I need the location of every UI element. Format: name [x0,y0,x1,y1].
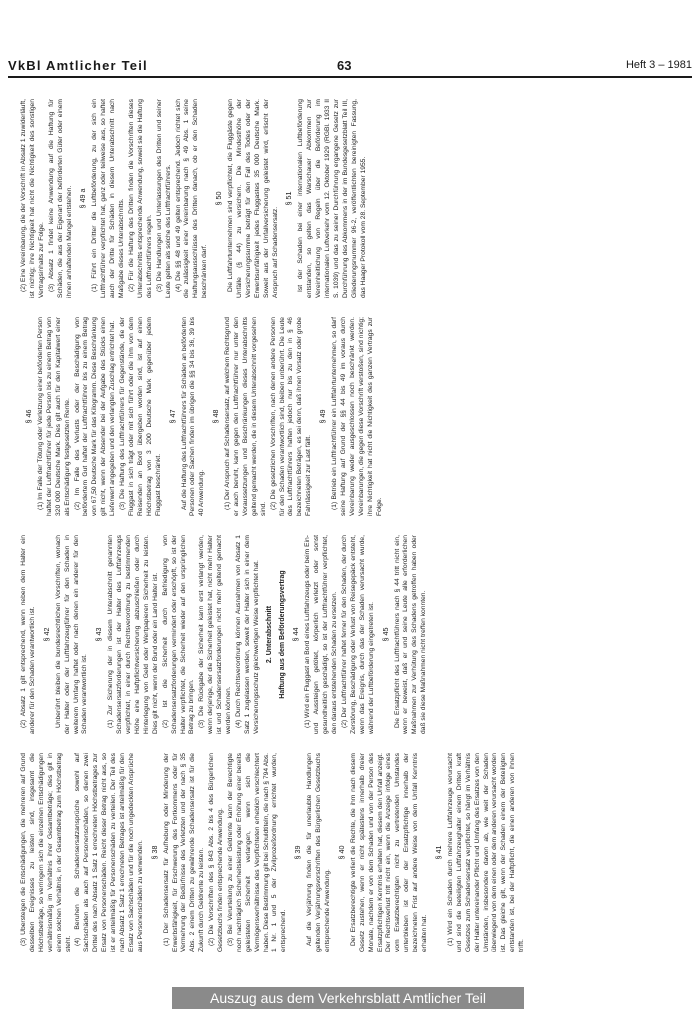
paragraph: (3) Die Haftung des Luftfrachtführers für Gegenstände, die der Fluggast in sich trägt oder mit sich führt oder die ihm von dem Reisenden an Bord übergeben worden sind, ist auf einen Höchstbetrag von 3 200 Deutsche Mark gegenüber jedem Fluggast beschränkt. [119,317,162,516]
paragraph: (1) Im Falle der Tötung oder Verletzung einer beförderten Person haftet der Luftfrachtführer für jede Person bis zu einem Betrag von 320 000 Deutsche Mark. Dies gilt auch für den Kapitalwert einer als Entschädigung festgesetzten Rente. [36,317,71,516]
paragraph: Die Luftfahrtunternehmen sind verpflichtet, die Fluggäste gegen Unfälle (§ 44) zu versichern. Die Mindesthöhe der Versicherungssumme beträgt für den Fall des Todes oder der Erwerbsunfähigkeit jedes Fluggastes 35 000 Deutsche Mark. Soweit aus der Unfallversicherung geleistet wird, erlischt der Anspruch auf Schadensersatz. [227,99,279,298]
section-heading: § 49 a [78,188,88,209]
paragraph: (2) Eine Vereinbarung, die der Vorschrift in Absatz 1 zuwiderläuft, ist nichtig; ihre Nichtigkeit hat nicht die Nichtigkeit des sonstigen Vertragsinhalts zur Folge. [20,99,45,298]
paragraph: (3) Übersteigen die Entschädigungen, die mehreren auf Grund desselben Ereignisses zu leisten sind, insgesamt die Höchstbeträge, so verringern sich die einzelnen Entschädigungen verhältnismäßig im Verhältnis ihrer Gesamtbeträge; dies gilt in einem solchen Verhältnis, in der Gesamtbetrag zum Höchstbetrag steht. [20,753,72,952]
paragraph: Unberührt bleiben die bundesrechtlichen Vorschriften, wonach der Halter oder der Luftfahrzeugführer für den Schaden in weiterem Umfang haftet oder nach denen ein anderer für den Schaden verantwortlich ist. [54,535,89,734]
paragraph: (4) Die §§ 48 und 49 gelten entsprechend. Jedoch richtet sich die zulässigkeit einer Vereinbarung nach § 49 Abs. 1 seine Haftungsausschlüsse des Dritten danach, ob er den Schaden beschränken darf. [174,99,209,298]
page-body [8,82,692,960]
paragraph: (1) Zur Sicherung der in diesem Unterabschnitt genannten Schadensersatzforderungen ist der Halter des Luftfahrzeugs verpflichtet, in einer durch Rechtsverordnung zu bestimmenden Höhe eine Haftpflichtversicherung abzuschließen oder durch Hinterlegung von Geld oder Wertpapieren Sicherheit zu leisten. Dies gilt nicht, wenn der Bund oder ein Land Halter ist. [107,535,159,734]
paragraph: (2) Ist die Sicherheit durch Befriedigung von Schadensersatzforderungen vermindert oder erschöpft, so ist der Halter verpflichtet, die Sicherheit wieder auf den ursprünglichen Betrag zu bringen. [161,535,196,734]
text-column-4 [20,99,690,298]
paragraph: (3) Die Handlungen und Unterlassungen des Dritten und seiner Leute gelten als solche des Luftfrachtführers. [155,99,172,298]
text-column-2 [20,535,690,734]
section-heading: § 38 [149,845,159,860]
paragraph: Auf die Haftung des Luftfrachtführers für Schäden an beförderten Personen oder Sachen finden im übrigen die §§ 34 bis 36, 39 bis 40 Anwendung. [180,317,206,516]
page-header [8,56,692,76]
issue-label: Heft 3 – 1981 [625,59,692,71]
paragraph: (3) Die Rückgabe der Sicherheit kann erst verlangt werden, wenn derjenige, der die Sicherheit geleistet hat, nicht mehr Halter ist und Schadensersatzforderungen nicht mehr geltend gemacht werden können. [198,535,233,734]
paragraph: (4) Beruhen die Schadensersatzansprüche sowohl auf Sachschäden als auch auf Personenschäden, so dienen zwei Drittel des nach Absatz 1 Satz 1 errechneten Höchstbetrages zur Ersatz von Personenschäden. Reicht dieser Betrag nicht aus, so ist er anteilmäßig für Personenschäden zu verteilen. Der Teil des nach Absatz 1 Satz 1 errechneten Betrages ist anteilmäßig für den Ersatz von Sachschäden und für die noch ungedeckten Ansprüche aus Personenschäden zu verwenden. [74,753,144,952]
paragraph: (2) Die gesetzlichen Vorschriften, nach denen andere Personen für den Schaden verantwortlich sind, bleiben unberührt. Die Leute des Luftfrachtführers haften jedoch nur bis zu den in § 46 bezeichneten Beträgen, es sei denn, daß ihnen Vorsatz oder grobe Fahrlässigkeit zur Last fällt. [269,317,313,516]
paragraph: Auf die Verjährung finden die für unerlaubte Handlungen geltenden Verjährungsvorschriften des Bürgerlichen Gesetzbuchs entsprechende Anwendung. [306,753,331,952]
section-heading: § 50 [214,191,224,206]
rotated-text-block [8,82,692,960]
paragraph: (1) Wird ein Schaden durch mehrere Luftfahrzeuge verursacht und sind die beteiligten Luftfahrzeughalter einem Dritten kraft Gesetzes zum Schadensersatz verpflichtet, so hängt im Verhältnis der Halter untereinander Pflicht und Umfang des Ersatzes von den Umständen, insbesondere davon ab, wie weit der Schaden überwiegend von dem einen oder dem anderen verursacht worden ist. Das gleiche gilt, wenn der Schaden einem der Beteiligten entstanden ist, bei der Haftpflicht, die einen anderen von ihnen trifft. [446,753,526,952]
paragraph: Ist der Schaden bei einer internationalen Luftbeförderung entstanden, so gelten das Warschauer Abkommen zur Vereinheitlichung von Regeln über die Beförderung im internationalen Luftverkehr vom 12. Oktober 1929 (RGBl. 1933 II S. 1039) und das zu seiner Durchführung ergangene Gesetz zur Durchführung des Abkommens in der im Bundesgesetzblatt Teil III, Gliederungsnummer 96-2, veröffentlichten bereinigten Fassung, das Haager Protokoll vom 28. September 1955. [297,99,367,298]
paragraph: (1) Betrieb ein Luftfrachtführer ein Luftfahrtunternehmen, so darf seine Haftung auf Grund der §§ 44 bis 49 im voraus durch Vereinbarung weder ausgeschlossen noch beschränkt werden. Vereinbarungen, die gegen diese Vorschrift verstoßen, sind nichtig; ihre Nichtigkeit hat nicht die Nichtigkeit des ganzen Vertrags zur Folge. [331,317,383,516]
footer-banner: Auszug aus dem Verkehrsblatt Amtlicher Teil [172,987,524,1009]
section-heading: Haftung aus dem Beförderungsvertrag [278,570,286,699]
section-heading: § 49 [318,409,328,424]
section-heading: 2. Unterabschnitt [265,605,273,664]
paragraph: (2) Absatz 1 gilt entsprechend, wenn neben dem Halter ein anderer für den Schaden verantwortlich ist. [20,535,36,734]
paragraph: (4) Durch Rechtsverordnung können Ausnahmen von Absatz 1 Satz 1 zugelassen werden, soweit der Halter sich in einer dem Versicherungsschutz gleichwertigen Weise verpflichtet hat. [234,535,260,734]
paragraph: (2) Im Falle des Verlusts oder der Beschädigung von befördertem Gut haftet der Luftfrachtführer bis zu einem Betrag von 67,50 Deutsche Mark für das Kilogramm. Diese Beschränkung gilt nicht, wenn der Absender bei der Aufgabe des Stücks einen Lieferwert angegeben und den verlangten Zuschlag entrichtet hat. [73,317,117,516]
header-rule [8,76,692,78]
paragraph: Der Ersatzberechtigte verliert die Rechte, die ihm nach diesem Gesetz zustehen, wenn er nicht spätestens innerhalb dreier Monate, nachdem er von dem Schaden und von der Person des Ersatzpflichtigen Kenntnis erhalten hat, diesem den Unfall anzeigt. Der Rechtsverlust tritt nicht ein, wenn die Anzeige infolge eines vom Ersatzberechtigten nicht zu vertretenden Umstandes unterblieben ist oder der Ersatzpflichtige innerhalb der bezeichneten Frist auf andere Weise von dem Unfall Kenntnis erhalten hat. [349,753,429,952]
text-column-1 [20,753,690,952]
section-heading: § 44 [291,627,301,642]
paragraph: (1) Der Anspruch auf Schadensersatz, auf welchem Rechtsgrund er auch beruht, kann gegen den Luftfrachtführer nur unter den Voraussetzungen und Beschränkungen dieses Unterabschnitts geltend gemacht werden, die in diesem Unterabschnitt vorgesehen sind. [224,317,267,516]
paragraph: Die Ersatzpflicht des Luftfrachtführers nach § 44 tritt nicht ein, wenn er beweist, daß er und seine Leute alle erforderlichen Maßnahmen zur Verhütung des Schadens getroffen haben oder daß sie diese Maßnahmen nicht treffen konnten. [393,535,428,734]
section-heading: § 51 [284,191,294,206]
paragraph: (2) Der Luftfrachtführer haftet ferner für den Schaden, der durch Zerstörung, Beschädigung oder Verlust von Reisegepäck entsteht, wenn das Ereignis, durch das der Schaden verursacht wurde, während der Luftbeförderung eingetreten ist. [341,535,375,734]
paragraph: (3) Bei Verurteilung zu einer Geldrente kann der Berechtigte noch nachträglich Sicherheitsleistung oder Erhöhung einer bereits geleisteten Sicherheit verlangen, wenn sich die Vermögensverhältnisse des Verpflichteten erheblich verschlechtert haben. Diese Bestimmung gilt bei Schuldtiteln, die nach § 794 Abs. 1 Nr. 1 und 5 der Zivilprozeßordnung errichtet wurden, entsprechend. [226,753,288,952]
page-number: 63 [337,58,352,73]
paragraph: (2) Die Vorschriften des § 843 Abs. 2 bis 4 des Bürgerlichen Gesetzbuchs finden entsprechende Anwendung. [208,753,225,952]
section-heading: § 42 [41,627,51,642]
text-column-3 [20,317,690,516]
section-heading: § 48 [211,409,221,424]
paragraph: (3) Absatz 1 findet keine Anwendung auf die Haftung für Schäden, die aus der Eigenart der beförderten Güter oder einem ihnen anhaftenden Mangel entstehen. [47,99,73,298]
section-heading: § 43 [94,627,104,642]
paragraph: (1) Wird ein Fluggast an Bord eines Luftfahrzeugs oder beim Ein- und Aussteigen getötet, körperlich verletzt oder sonst gesundheitlich geschädigt, so ist der Luftfrachtführer verpflichtet, den daraus entstehenden Schaden zu ersetzen. [304,535,339,734]
section-heading: § 41 [433,845,443,860]
paragraph: (2) Für die Haftung des Dritten finden die Vorschriften dieses Unterabschnitts entsprechende Anwendung, soweit sie die Haftung des Luftfrachtführers regeln. [127,99,153,298]
section-heading: § 39 [293,845,303,860]
paragraph: (1) Der Schadensersatz für Aufhebung oder Minderung der Erwerbsfähigkeit, für Erschwerung des Fortkommens oder für Vermehrung der Bedürfnisse des Verletzten und der nach § 35 Abs. 2 einem Dritten zu gewährende Schadensersatz ist für die Zukunft durch Geldrente zu leisten. [162,753,206,952]
section-heading: § 40 [336,845,346,860]
journal-title: VkBl Amtlicher Teil [8,58,148,73]
section-heading: § 47 [167,409,177,424]
section-heading: § 45 [380,627,390,642]
paragraph: (1) Führt ein Dritter die Luftbeförderung, zu der sich ein Luftfrachtführer verpflichtet hat, ganz oder teilweise aus, so haftet auch der Dritte für Schäden in diesem Unterabschnitt nach Maßgabe dieses Unterabschnitts. [91,99,126,298]
section-heading: § 46 [24,409,33,424]
